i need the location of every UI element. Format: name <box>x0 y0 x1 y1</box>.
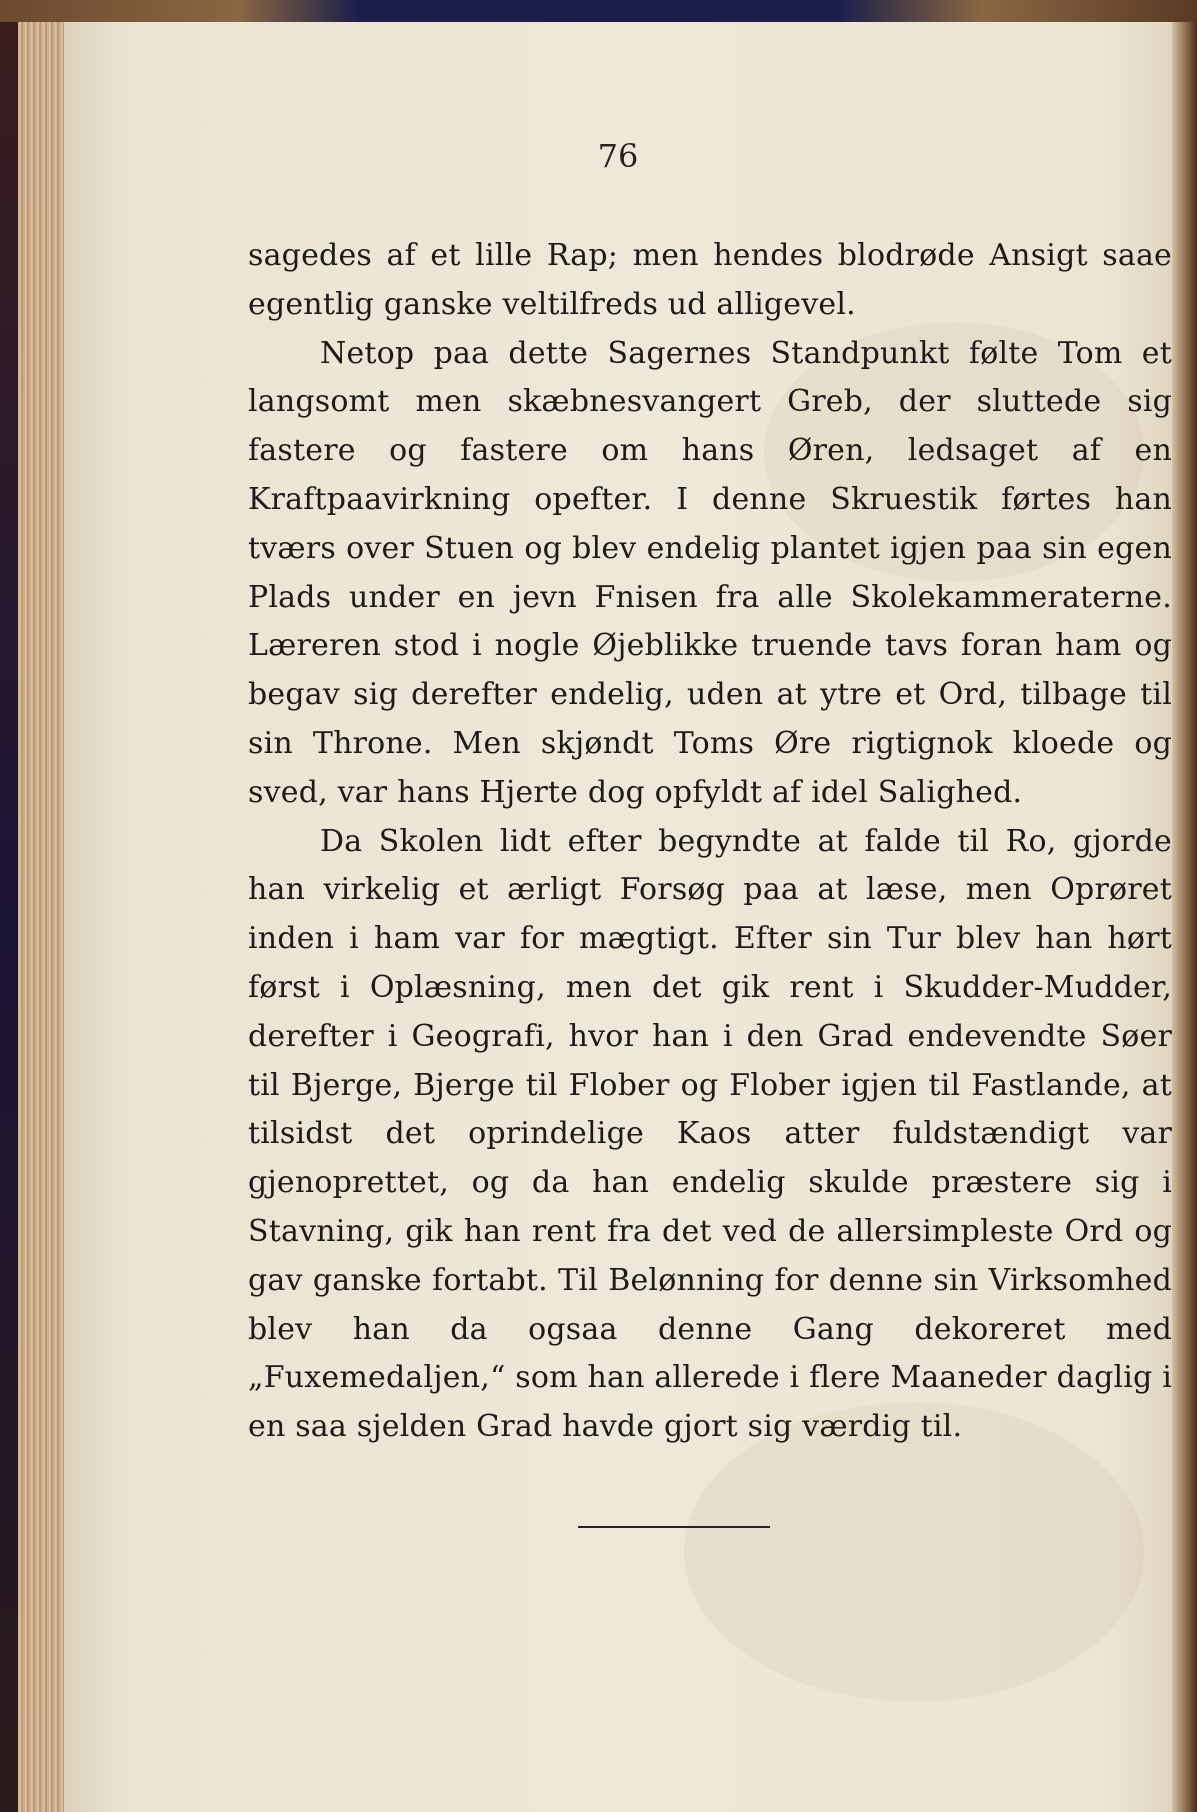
paragraph: Da Skolen lidt efter begyndte at falde til Ro, gjorde han virkelig et ærligt Forsøg paa at læse, men Oprøret inden i ham var for mægtigt. Efter sin Tur blev han hørt først i Oplæsning, men det gik rent i Skudder-Mudder, derefter i Geografi, hvor han i den Grad endevendte Søer til Bjerge, Bjerge til Flober og Flober igjen til Fastlande, at tilsidst det oprindelige Kaos atter fuldstændigt var gjenoprettet, og da han endelig skulde præstere sig i Stavning, gik han rent fra det ved de allersimpleste Ord og gav ganske fortabt. Til Belønning for denne sin Virksomhed blev han da ogsaa denne Gang dekoreret med „Fuxemedaljen,“ som han allerede i flere Maaneder daglig i en saa sjelden Grad havde gjort sig værdig til. <box>248 823 1172 1445</box>
body-text <box>248 232 1172 1452</box>
page-number: 76 <box>597 137 639 175</box>
paragraph: Netop paa dette Sagernes Standpunkt følte Tom et langsomt men skæbnesvangert Greb, der sluttede sig fastere og fastere om hans Øren, ledsaget af en Kraftpaavirkning opefter. I denne Skruestik førtes han tværs over Stuen og blev endelig plantet igjen paa sin egen Plads under en jevn Fnisen fra alle Skolekammeraterne. Læreren stod i nogle Øjeblikke truende tavs foran ham og begav sig derefter endelig, uden at ytre et Ord, tilbage til sin Throne. Men skjøndt Toms Øre rigtignok kloede og sved, var hans Hjerte dog opfyldt af idel Salighed. <box>248 335 1172 810</box>
page-edge-right <box>1171 22 1197 1812</box>
page-edges-left <box>18 22 68 1812</box>
section-end-rule <box>578 1526 770 1528</box>
book-page <box>64 22 1172 1812</box>
paragraph: sagedes af et lille Rap; men hendes blodrøde Ansigt saae egentlig ganske veltilfreds ud alligevel. <box>248 238 1172 322</box>
book-top-edge <box>0 0 1197 22</box>
